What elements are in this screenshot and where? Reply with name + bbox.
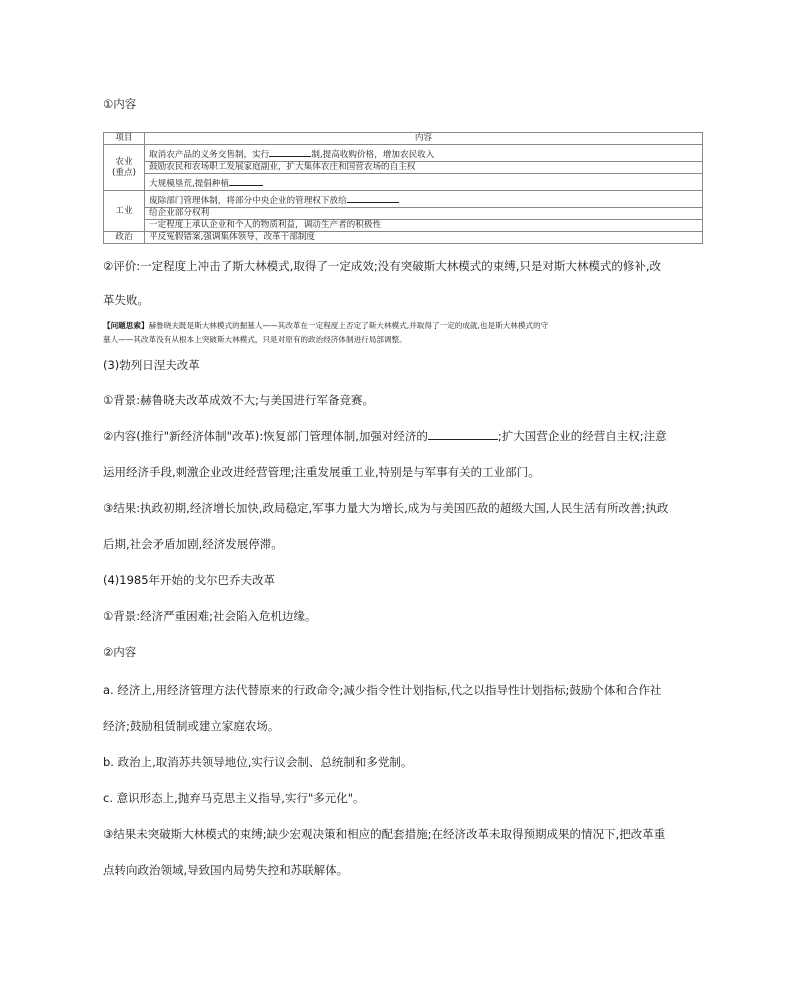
table-row	[104, 220, 703, 232]
note-line-2: 墓人——其改革没有从根本上突破斯大林模式，只是对原有的政治经济体制进行局部调整。	[103, 335, 407, 344]
brezhnev-title: (3)勃列日涅夫改革	[103, 358, 200, 372]
table-row	[104, 145, 703, 162]
header-content: 内容	[145, 133, 703, 145]
note-text-1: 赫鲁晓夫既是斯大林模式的掘墓人——其改革在一定程度上否定了斯大林模式,并取得了一定的成就,也是斯大林模式的守	[148, 321, 549, 330]
category-industry: 工业	[104, 191, 145, 232]
brezhnev-result-line-1: ③结果:执政初期,经济增长加快,政局稳定,军事力量大为增长,成为与美国匹敌的超级大国,人民生活有所改善;执政	[103, 501, 669, 515]
reform-table	[103, 132, 703, 244]
fill-blank	[428, 428, 498, 440]
evaluation-line-1: ②评价:一定程度上冲击了斯大林模式,取得了一定成效;没有突破斯大林模式的束缚,只是对斯大林模式的修补,改	[103, 259, 662, 273]
gorbachev-result-line-2: 点转向政治领域,导致国内局势失控和苏联解体。	[103, 863, 349, 877]
note-label: 【问题思索】	[103, 321, 149, 330]
gorbachev-result-line-1: ③结果未突破斯大林模式的束缚;缺少宏观决策和相应的配套措施;在经济改革未取得预期成果的情况下,把改革重	[103, 827, 666, 841]
brezhnev-content-line-2: 运用经济手段,刺激企业改进经营管理;注重发展重工业,特别是与军事有关的工业部门。	[103, 465, 540, 479]
table-header-row	[104, 133, 703, 145]
section-content-title: ①内容	[103, 97, 137, 111]
agri-row-3-text: 大规模垦荒,提倡种植	[149, 179, 230, 189]
gorbachev-c: c. 意识形态上,抛弃马克思主义指导,实行"多元化"。	[103, 791, 365, 805]
fill-blank	[269, 145, 311, 157]
table-row	[104, 208, 703, 220]
agri-row-1	[145, 145, 703, 162]
agri-label-1: 农业	[115, 156, 133, 167]
agri-row-3	[145, 174, 703, 191]
fill-blank	[229, 174, 263, 186]
agri-row-2: 鼓励农民和农场职工发展家庭副业，扩大集体农庄和国营农场的自主权	[145, 162, 703, 174]
table-row	[104, 162, 703, 174]
table-row	[104, 232, 703, 244]
agri-label-2: (重点)	[112, 167, 136, 178]
gorbachev-title: (4)1985年开始的戈尔巴乔夫改革	[103, 573, 276, 587]
evaluation-line-2: 革失败。	[103, 293, 149, 307]
agri-row-1-a: 取消农产品的义务交售制，实行	[149, 150, 270, 160]
table-row	[104, 174, 703, 191]
pol-row-1: 平反冤假错案,强调集体领导，改革干部制度	[145, 232, 703, 244]
ind-row-2: 给企业部分权利	[145, 208, 703, 220]
fill-blank	[347, 191, 399, 203]
brezhnev-content-b: ;扩大国营企业的经营自主权;注意	[497, 429, 667, 443]
agri-row-1-b: 制,提高收购价格，增加农民收入	[311, 150, 435, 160]
gorbachev-a-line-2: 经济;鼓励租赁制或建立家庭农场。	[103, 719, 280, 733]
header-category: 项目	[104, 133, 145, 145]
brezhnev-background: ①背景:赫鲁晓夫改革成效不大;与美国进行军备竞赛。	[103, 393, 375, 407]
gorbachev-b: b. 政治上,取消苏共领导地位,实行议会制、总统制和多党制。	[103, 755, 413, 769]
note-line-1	[103, 320, 703, 332]
brezhnev-content-a: ②内容(推行"新经济体制"改革):恢复部门管理体制,加强对经济的	[103, 429, 428, 443]
ind-row-3: 一定程度上承认企业和个人的物质利益，调动生产者的积极性	[145, 220, 703, 232]
category-agriculture	[104, 145, 145, 191]
gorbachev-background: ①背景:经济严重困难;社会陷入危机边缘。	[103, 609, 317, 623]
gorbachev-content-title: ②内容	[103, 645, 137, 659]
ind-row-1	[145, 191, 703, 208]
table-row	[104, 191, 703, 208]
category-politics: 政治	[104, 232, 145, 244]
gorbachev-a-line-1: a. 经济上,用经济管理方法代替原来的行政命令;减少指令性计划指标,代之以指导性计划指标;鼓励个体和合作社	[103, 683, 662, 697]
ind-row-1-text: 废除部门管理体制，将部分中央企业的管理权下放给	[149, 196, 347, 206]
brezhnev-result-line-2: 后期,社会矛盾加剧,经济发展停滞。	[103, 537, 283, 551]
brezhnev-content-line-1	[103, 428, 703, 444]
